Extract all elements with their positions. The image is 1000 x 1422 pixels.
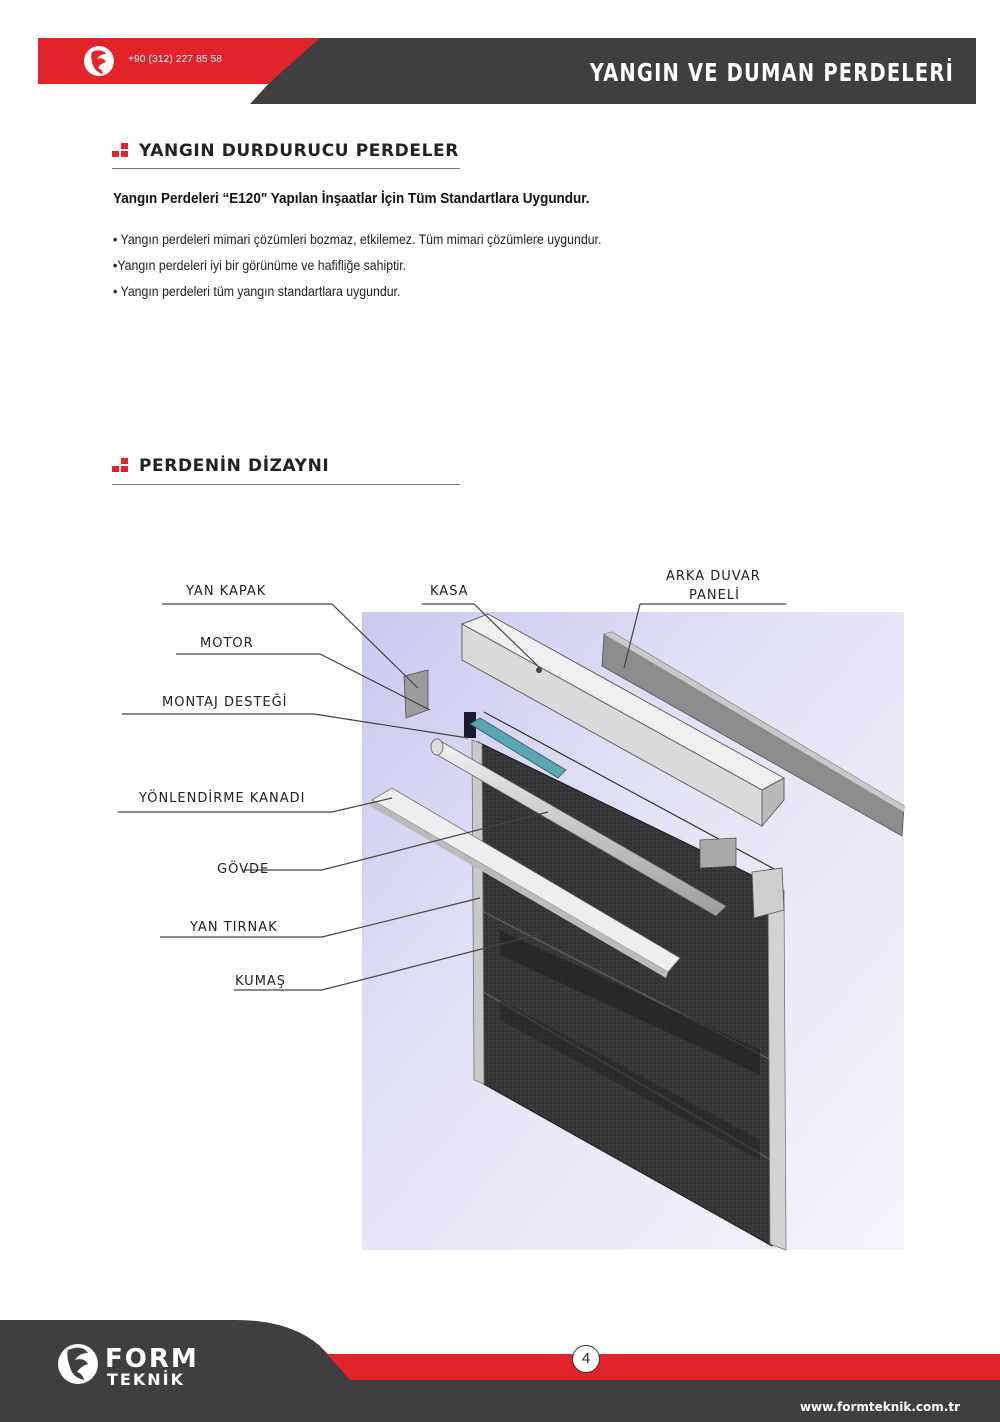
bullet-item: •Yangın perdeleri iyi bir görünüme ve hafifliğe sahiptir.	[113, 257, 407, 273]
section-divider	[112, 168, 460, 169]
footer-logo-teknik: TEKNİK	[107, 1370, 185, 1389]
page-title: YANGIN VE DUMAN PERDELERİ	[589, 58, 954, 87]
label-side-tab: YAN TIRNAK	[190, 920, 278, 935]
label-back-wall: ARKA DUVAR	[666, 569, 761, 584]
footer-logo-form: FORM	[105, 1344, 199, 1374]
side-rail-right	[768, 882, 786, 1250]
page-number: 4	[572, 1345, 600, 1373]
label-side-cover: YAN KAPAK	[186, 584, 267, 599]
side-rail-left	[472, 740, 484, 1084]
right-side-cover	[752, 868, 784, 918]
label-body: GÖVDE	[217, 862, 270, 877]
header-phone[interactable]: +90 (312) 227 85 58	[128, 54, 223, 65]
label-back-wall-panel: PANELİ	[689, 588, 740, 603]
section-bullet-icon	[112, 143, 130, 159]
bullet-item: • Yangın perdeleri tüm yangın standartlara uygundur.	[113, 283, 401, 299]
label-mounting-support: MONTAJ DESTEĞİ	[162, 695, 288, 710]
label-fabric: KUMAŞ	[235, 974, 287, 989]
section-title-design: PERDENİN DİZAYNI	[139, 456, 330, 476]
website-link[interactable]: www.formteknik.com.tr	[799, 1400, 960, 1414]
section-divider	[112, 484, 460, 485]
bullet-item: • Yangın perdeleri mimari çözümleri bozmaz, etkilemez. Tüm mimari çözümlere uygundur.	[113, 231, 602, 247]
label-guide-blade: YÖNLENDİRME KANADI	[139, 791, 306, 806]
curtain-exploded-diagram	[0, 540, 1000, 1260]
section-title-fire-curtains: YANGIN DURDURUCU PERDELER	[139, 141, 459, 161]
lead-paragraph: Yangın Perdeleri “E120" Yapılan İnşaatlar İçin Tüm Standartlara Uygundur.	[113, 190, 590, 207]
right-bracket	[700, 838, 736, 868]
label-motor: MOTOR	[200, 636, 254, 651]
section-bullet-icon	[112, 458, 130, 474]
label-housing: KASA	[430, 584, 469, 599]
